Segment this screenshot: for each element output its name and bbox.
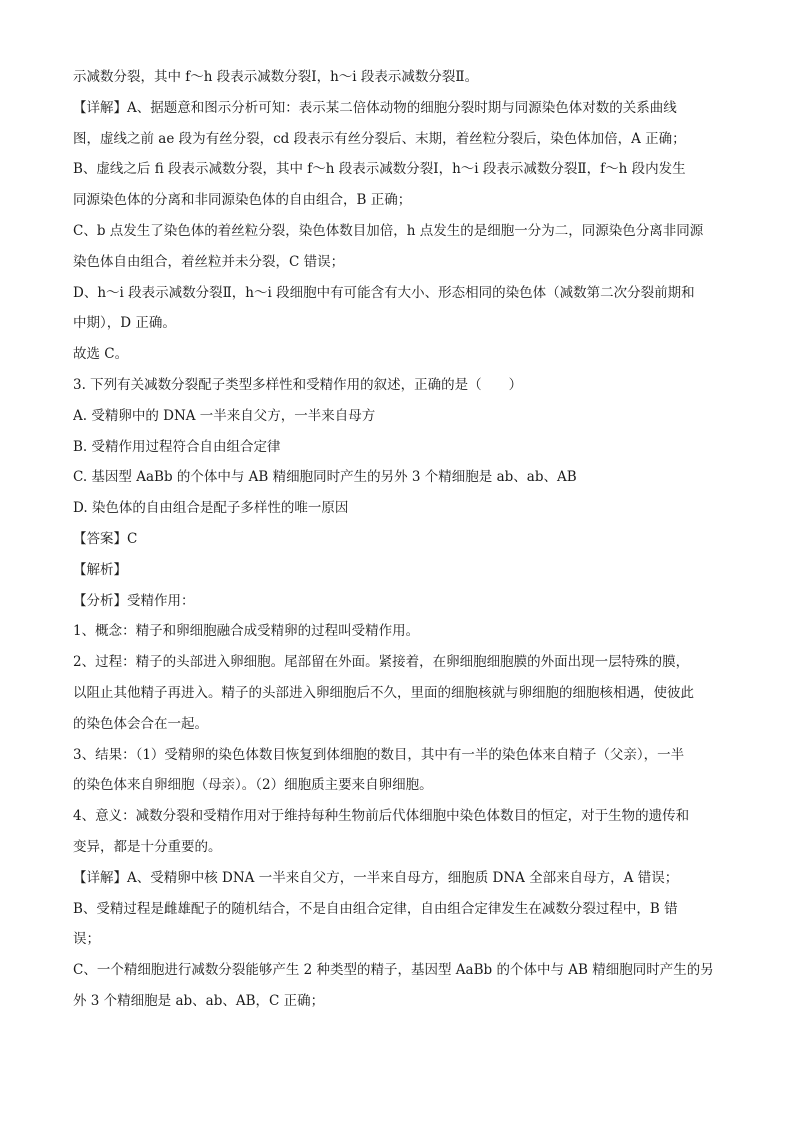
option-d: D. 染色体的自由组合是配子多样性的唯一原因 [73, 500, 349, 517]
text-line: 【详解】A、受精卵中核 DNA 一半来自父方，一半来自母方，细胞质 DNA 全部来自母方，A 错误； [73, 869, 679, 886]
text-line: D、h～i 段表示减数分裂Ⅱ，h～i 段细胞中有可能含有大小、形态相同的染色体（减数第二次分裂前期和 [73, 284, 695, 301]
text-line: 变异，都是十分重要的。 [73, 838, 222, 855]
question-stem: 3. 下列有关减数分裂配子类型多样性和受精作用的叙述，正确的是（ ） [73, 376, 523, 393]
text-line: 误； [73, 931, 100, 948]
document-body [73, 62, 723, 1017]
text-line: B、虚线之后 fi 段表示减数分裂，其中 f～h 段表示减数分裂Ⅰ，h～i 段表示减数分裂Ⅱ，f～h 段内发生 [73, 161, 686, 178]
option-b: B. 受精作用过程符合自由组合定律 [73, 438, 281, 455]
text-line: C、b 点发生了染色体的着丝粒分裂，染色体数目加倍，h 点发生的是细胞一分为二，同源染色分离非同源 [73, 222, 704, 239]
option-c: C. 基因型 AaBb 的个体中与 AB 精细胞同时产生的另外 3 个精细胞是 ab、ab、AB [73, 469, 577, 486]
text-line: 4、意义：减数分裂和受精作用对于维持每种生物前后代体细胞中染色体数目的恒定，对于生物的遗传和 [73, 808, 690, 825]
text-line: 中期），D 正确。 [73, 315, 176, 332]
text-line: B、受精过程是雌雄配子的随机结合，不是自由组合定律，自由组合定律发生在减数分裂过程中，B 错 [73, 900, 678, 917]
text-line: 1、概念：精子和卵细胞融合成受精卵的过程叫受精作用。 [73, 623, 420, 640]
text-line: 故选 C。 [73, 346, 129, 363]
text-line: 【分析】受精作用： [73, 592, 195, 609]
text-line: 图，虚线之前 ae 段为有丝分裂，cd 段表示有丝分裂后、末期，着丝粒分裂后，染色体加倍，A 正确； [73, 130, 686, 147]
text-line: 示减数分裂，其中 f～h 段表示减数分裂Ⅰ，h～i 段表示减数分裂Ⅱ。 [73, 69, 479, 85]
option-a: A. 受精卵中的 DNA 一半来自父方，一半来自母方 [73, 407, 376, 424]
text-line: 外 3 个精细胞是 ab、ab、AB，C 正确； [73, 992, 325, 1009]
answer-line: 【答案】C [73, 530, 138, 547]
text-line: 2、过程：精子的头部进入卵细胞。尾部留在外面。紧接着，在卵细胞细胞膜的外面出现一层特殊的膜， [73, 654, 690, 671]
text-line: 的染色体来自卵细胞（母亲）。（2）细胞质主要来自卵细胞。 [73, 777, 433, 794]
text-line: 3、结果：（1）受精卵的染色体数目恢复到体细胞的数目，其中有一半的染色体来自精子（父亲），一半 [73, 746, 685, 763]
analysis-heading: 【解析】 [73, 561, 127, 578]
text-line: 染色体自由组合，着丝粒并未分裂，C 错误； [73, 253, 345, 270]
text-line: 的染色体会合在一起。 [73, 715, 208, 732]
text-line: 【详解】A、据题意和图示分析可知：表示某二倍体动物的细胞分裂时期与同源染色体对数的关系曲线 [73, 99, 677, 116]
text-line: 以阻止其他精子再进入。精子的头部进入卵细胞后不久，里面的细胞核就与卵细胞的细胞核相遇，使彼此 [73, 684, 694, 701]
text-line: C、一个精细胞进行减数分裂能够产生 2 种类型的精子，基因型 AaBb 的个体中与 AB 精细胞同时产生的另 [73, 962, 714, 979]
text-line: 同源染色体的分离和非同源染色体的自由组合，B 正确； [73, 192, 412, 209]
